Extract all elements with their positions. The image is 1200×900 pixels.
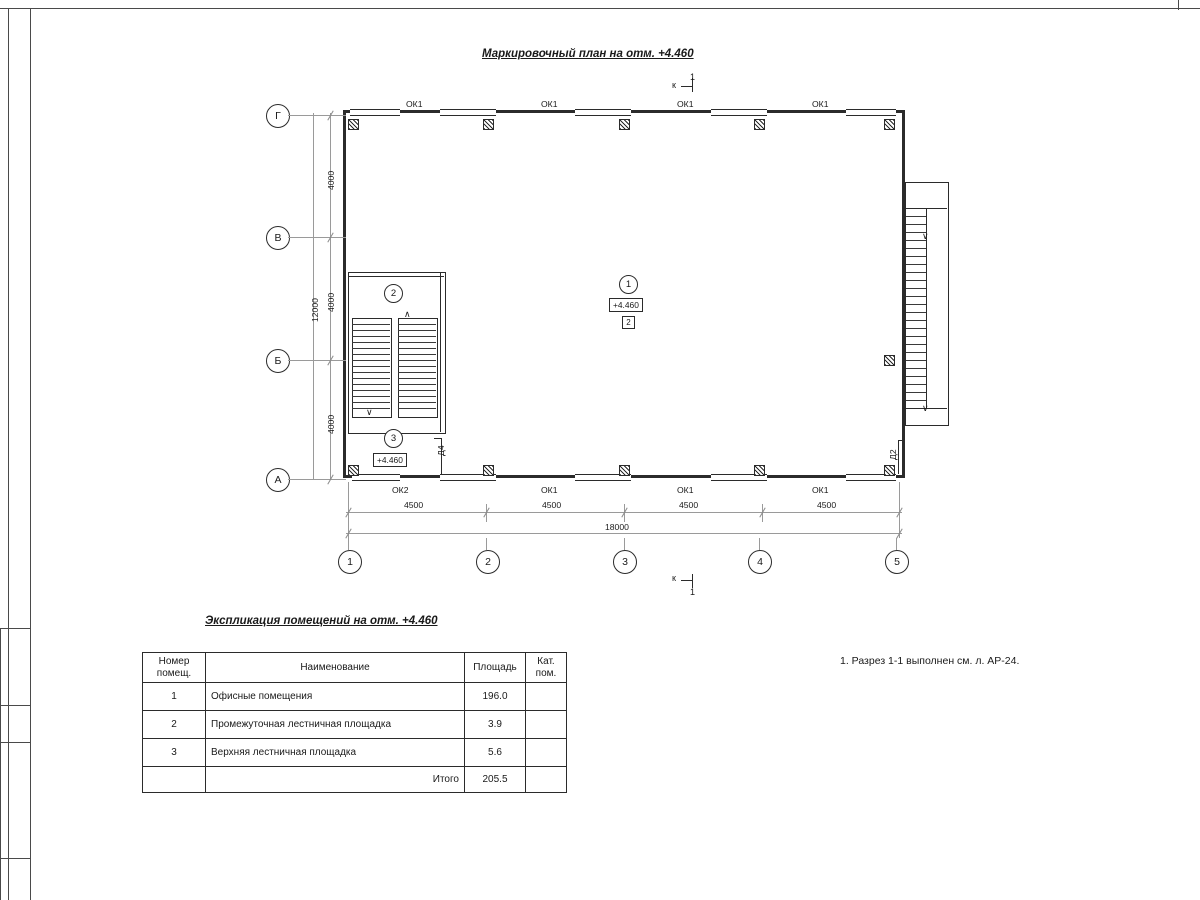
external-stair-step (906, 392, 926, 393)
dim-label-bottom-1: 4500 (404, 500, 424, 510)
wall-left (343, 110, 346, 478)
axis-leader-5 (896, 538, 897, 550)
stair-room-inner-wall (440, 272, 441, 432)
total-category (526, 767, 567, 793)
external-stair-step (906, 336, 926, 337)
window-opening-bottom-1 (352, 474, 400, 481)
window-label-bottom-2: ОК1 (541, 485, 558, 495)
drawing-note: 1. Разрез 1-1 выполнен см. л. АР-24. (840, 655, 1020, 667)
row-name: Промежуточная лестничная площадка (206, 711, 465, 739)
external-stair-arrow-down: ∨ (922, 231, 929, 241)
frame-left-outer2 (0, 628, 1, 900)
window-opening-top-1 (440, 109, 496, 116)
room-elevation-top-landing: +4.460 (373, 453, 407, 467)
stair-step-left (352, 324, 390, 325)
stair-step-left (352, 384, 390, 385)
explication-table (142, 652, 567, 793)
axis-leader-3 (624, 538, 625, 550)
section-cut-tick-top (681, 86, 693, 87)
window-label-bottom-1: ОК2 (392, 485, 409, 495)
frame-left-outer (8, 8, 9, 900)
external-stair-step (906, 320, 926, 321)
window-label-top-3: ОК1 (677, 99, 694, 109)
row-name: Верхняя лестничная площадка (206, 739, 465, 767)
stair-step-left (352, 336, 390, 337)
axis-bubble-b: Б (266, 349, 290, 373)
total-area: 205.5 (465, 767, 526, 793)
external-stair-step (906, 360, 926, 361)
header-category-line1: Кат. (537, 656, 555, 667)
window-label-bottom-4: ОК1 (812, 485, 829, 495)
row-number: 2 (143, 711, 206, 739)
axis-bubble-g: Г (266, 104, 290, 128)
table-title: Экспликация помещений на отм. +4.460 (205, 615, 438, 627)
axis-bubble-3: 3 (613, 550, 637, 574)
external-stair-step (906, 344, 926, 345)
axis-bubble-1: 1 (338, 550, 362, 574)
axis-bubble-5: 5 (885, 550, 909, 574)
header-category-line2: пом. (535, 667, 557, 679)
stair-step-right (398, 330, 436, 331)
stair-step-left (352, 330, 390, 331)
row-number: 3 (143, 739, 206, 767)
column-top-2 (619, 119, 630, 130)
stair-step-right (398, 390, 436, 391)
frame-left-div-4 (0, 858, 31, 859)
header-number-line2: помещ. (156, 667, 192, 679)
column-right-3 (884, 465, 895, 476)
stair-step-right (398, 408, 436, 409)
stair-step-left (352, 366, 390, 367)
row-category (526, 683, 567, 711)
stair-step-right (398, 384, 436, 385)
dim-label-left-total: 12000 (310, 298, 320, 322)
header-number-line1: Номер (158, 656, 190, 667)
frame-left-div-1 (0, 628, 31, 629)
table-row (143, 711, 567, 739)
stair-step-left (352, 348, 390, 349)
axis-bubble-4: 4 (748, 550, 772, 574)
section-cut-line-bottom (692, 574, 693, 588)
external-stair-step (906, 400, 926, 401)
window-label-top-1: ОК1 (406, 99, 423, 109)
external-stair-step (906, 288, 926, 289)
stair-step-right (398, 378, 436, 379)
external-stair-step (906, 256, 926, 257)
header-name: Наименование (206, 653, 465, 683)
column-top-3 (754, 119, 765, 130)
header-category (526, 653, 567, 683)
stair-arrow-down: ∨ (366, 407, 373, 417)
stair-step-left (352, 372, 390, 373)
window-label-top-2: ОК1 (541, 99, 558, 109)
axis-bubble-v: В (266, 226, 290, 250)
external-stair-step (906, 376, 926, 377)
plan-title: Маркировочный план на отм. +4.460 (482, 48, 694, 60)
stair-step-right (398, 396, 436, 397)
stair-step-right (398, 348, 436, 349)
axis-leader-4 (759, 538, 760, 550)
column-right-2 (884, 355, 895, 366)
row-area: 5.6 (465, 739, 526, 767)
external-stair-step (906, 384, 926, 385)
external-stair-step (906, 304, 926, 305)
column-right-1 (884, 119, 895, 130)
frame-left-inner (30, 8, 31, 900)
window-opening-top-2 (575, 109, 631, 116)
dim-label-bottom-2: 4500 (542, 500, 562, 510)
room-tag-main: 1 (619, 275, 638, 294)
section-cut-number-top: 1 (690, 72, 696, 82)
axis-leader-1 (348, 538, 349, 550)
row-category (526, 739, 567, 767)
window-opening-top-5 (350, 109, 400, 116)
total-label: Итого (206, 767, 465, 793)
frame-left-div-2 (0, 705, 31, 706)
column-top-1 (483, 119, 494, 130)
room-elevation-main: +4.460 (609, 298, 643, 312)
door-d4-threshold (434, 438, 442, 439)
column-top-left (348, 119, 359, 130)
stair-step-right (398, 342, 436, 343)
dim-ext-left-1 (308, 115, 338, 116)
table-total-row (143, 767, 567, 793)
window-label-bottom-3: ОК1 (677, 485, 694, 495)
row-name: Офисные помещения (206, 683, 465, 711)
row-area: 3.9 (465, 711, 526, 739)
section-cut-tick-bottom (681, 580, 693, 581)
stair-step-right (398, 354, 436, 355)
section-cut-letter-bottom: к (672, 573, 676, 583)
stair-step-right (398, 324, 436, 325)
dim-ext-left-4 (308, 479, 338, 480)
stair-room-top-inner (348, 276, 444, 277)
stair-step-left (352, 390, 390, 391)
dim-label-bottom-4: 4500 (817, 500, 837, 510)
dim-label-left-2: 4000 (326, 292, 336, 312)
stair-step-left (352, 354, 390, 355)
column-bottom-3 (754, 465, 765, 476)
axis-leader-2 (486, 538, 487, 550)
table-row (143, 739, 567, 767)
dim-label-bottom-3: 4500 (679, 500, 699, 510)
room-tag-mid-landing: 2 (384, 284, 403, 303)
dim-line-bottom-total (346, 533, 902, 534)
section-cut-number-bottom: 1 (690, 587, 696, 597)
external-stair-step (906, 272, 926, 273)
dim-label-left-3: 4000 (326, 414, 336, 434)
header-area: Площадь (465, 653, 526, 683)
stair-step-left (352, 396, 390, 397)
column-bottom-2 (619, 465, 630, 476)
stair-step-left (352, 402, 390, 403)
external-stair-step (906, 352, 926, 353)
door-label-d4: Д4 (436, 445, 446, 456)
axis-bubble-2: 2 (476, 550, 500, 574)
external-stair-step (906, 224, 926, 225)
dim-label-bottom-total: 18000 (605, 522, 629, 532)
external-stair-step (906, 280, 926, 281)
column-bottom-1 (483, 465, 494, 476)
frame-left-div-3 (0, 742, 31, 743)
finish-tag-main: 2 (622, 316, 635, 329)
stair-flight-left (352, 318, 392, 418)
external-stair-step (906, 216, 926, 217)
external-stair-step (906, 328, 926, 329)
stair-step-right (398, 360, 436, 361)
header-number (143, 653, 206, 683)
stair-arrow-up: ∧ (404, 309, 411, 319)
axis-bubble-a: А (266, 468, 290, 492)
table-row (143, 683, 567, 711)
external-stair-step (906, 296, 926, 297)
dim-label-left-1: 4000 (326, 170, 336, 190)
frame-right-edge (1178, 0, 1179, 10)
room-tag-top-landing: 3 (384, 429, 403, 448)
window-opening-top-3 (711, 109, 767, 116)
section-cut-letter-top: к (672, 80, 676, 90)
door-right-leaf (898, 440, 899, 474)
stair-step-left (352, 360, 390, 361)
stair-flight-right (398, 318, 438, 418)
door-d4-leaf (441, 438, 442, 474)
window-label-top-4: ОК1 (812, 99, 829, 109)
stair-step-right (398, 336, 436, 337)
table-header-row (143, 653, 567, 683)
dim-line-left-outer (313, 113, 314, 479)
external-stair-step (906, 312, 926, 313)
stair-step-left (352, 342, 390, 343)
stair-step-right (398, 402, 436, 403)
column-bottom-left (348, 465, 359, 476)
stair-step-right (398, 366, 436, 367)
external-stair-step (906, 248, 926, 249)
external-stair-step (906, 264, 926, 265)
row-number: 1 (143, 683, 206, 711)
total-empty (143, 767, 206, 793)
external-stair-arrow-up: ∨ (922, 403, 929, 413)
window-opening-top-4 (846, 109, 896, 116)
door-label-d2: Д2 (888, 449, 898, 460)
external-stair-step (906, 368, 926, 369)
row-category (526, 711, 567, 739)
stair-step-left (352, 378, 390, 379)
stair-step-right (398, 372, 436, 373)
row-area: 196.0 (465, 683, 526, 711)
frame-top-line (0, 8, 1200, 9)
door-right-threshold (898, 440, 905, 441)
